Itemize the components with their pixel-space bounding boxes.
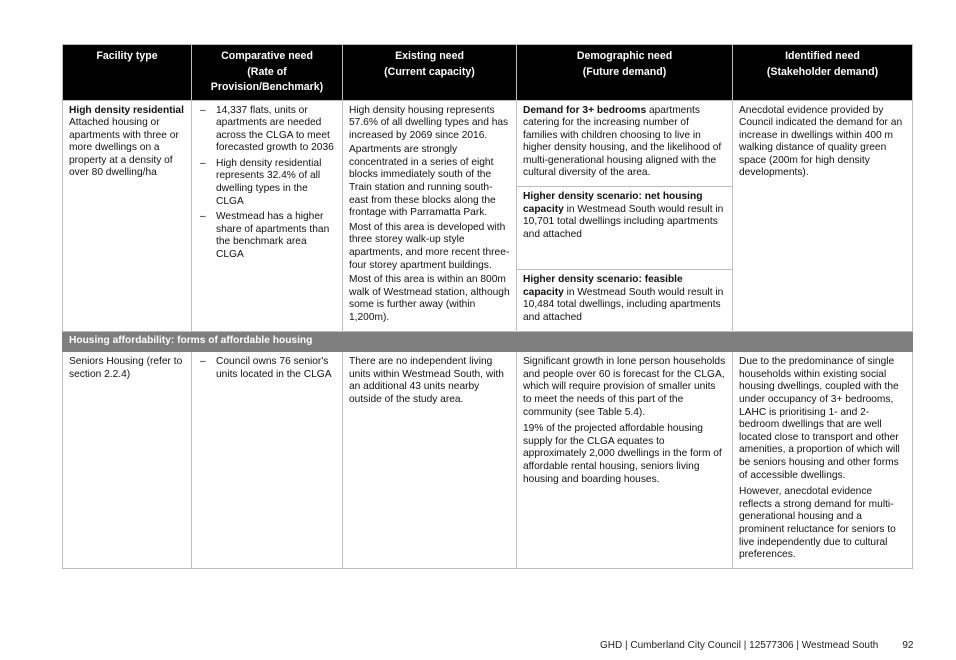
comparative-cell xyxy=(192,100,343,331)
paragraph: However, anecdotal evidence reflects a strong demand for multi-generational housing and a prominent reluctance for seniors to live independently due to cultural preferences. xyxy=(739,486,896,561)
facility-description: Attached housing or apartments with three or more dwellings on a property at a density of over 80 dwelling/ha xyxy=(69,117,179,179)
paragraph: Significant growth in lone person households and people over 60 is forecast for the CLGA, which will require provision of smaller units to meet the needs of this part of the community (see Table 5.4). xyxy=(523,356,726,418)
facility-cell xyxy=(63,100,192,331)
list-item: – High density residential represents 32.4% of all dwelling types in the CLGA xyxy=(198,158,336,208)
header-existing-need: Existing need (Current capacity) xyxy=(343,45,517,101)
demographic-cell xyxy=(517,352,733,569)
header-demographic-need: Demographic need (Future demand) xyxy=(517,45,733,101)
paragraph: Anecdotal evidence provided by Council indicated the demand for an increase in dwellings within 400 m walking distance of quality green space (200m for high density developments). xyxy=(739,104,903,179)
table-row xyxy=(63,100,913,331)
paragraph: 19% of the projected affordable housing supply for the CLGA equates to approximately 2,000 dwellings in the form of affordable rental housing, seniors living housing and boarding houses. xyxy=(523,423,722,485)
paragraph: Most of this area is developed with three storey walk-up style apartments, and more recent three-four storey apartment buildings. xyxy=(349,221,510,271)
comparative-cell xyxy=(192,352,343,569)
table-row xyxy=(63,352,913,569)
existing-cell xyxy=(343,352,517,569)
header-facility-type: Facility type xyxy=(63,45,192,101)
paragraph: Apartments are strongly concentrated in a series of eight blocks immediately south of the Train station and running south-east from these blocks along the frontage with Parramatta Park. xyxy=(349,144,496,219)
paragraph: High density housing represents 57.6% of all dwelling types and has increased by 2069 since 2016. xyxy=(349,104,509,141)
list-item: – Westmead has a higher share of apartments than the benchmark area CLGA xyxy=(198,211,336,261)
section-title: Housing affordability: forms of affordable housing xyxy=(63,331,913,352)
identified-cell xyxy=(733,352,913,569)
paragraph: Due to the predominance of single households within existing social housing dwellings, coupled with the under occupancy of 3+ bedrooms, LAHC is prioritising 1- and 2-bedroom dwellings that are well located close to transport and other amenities, a proportion of which will be seniors housing and other forms of accessible dwellings. xyxy=(739,356,900,481)
header-comparative-need: Comparative need (Rate of Provision/Benchmark) xyxy=(192,45,343,101)
identified-cell xyxy=(733,100,913,331)
paragraph: There are no independent living units within Westmead South, with an additional 43 units nearby outside of the study area. xyxy=(349,356,504,405)
facility-cell: Seniors Housing (refer to section 2.2.4) xyxy=(63,352,192,569)
demographic-block-3: Higher density scenario: feasible capacity in Westmead South would result in 10,484 total dwellings, including apartments and attached xyxy=(523,274,724,323)
header-identified-need: Identified need (Stakeholder demand) xyxy=(733,45,913,101)
table-header-row xyxy=(63,45,913,101)
existing-cell xyxy=(343,100,517,331)
needs-assessment-table xyxy=(62,44,913,569)
paragraph: Most of this area is within an 800m walk of Westmead station, although some is further away (within 1,200m). xyxy=(349,274,510,323)
section-header-row xyxy=(63,331,913,352)
demographic-cell xyxy=(517,100,733,331)
footer-text: GHD | Cumberland City Council | 12577306 | Westmead South xyxy=(600,640,879,651)
page-footer xyxy=(600,640,913,651)
list-item: – Council owns 76 senior's units located in the CLGA xyxy=(198,356,336,381)
facility-title: High density residential xyxy=(69,104,184,116)
list-item: – 14,337 flats, units or apartments are needed across the CLGA to meet forecasted growth to 2036 xyxy=(198,105,336,155)
demographic-block-2: Higher density scenario: net housing capacity in Westmead South would result in 10,701 total dwellings including apartments and attached xyxy=(517,187,732,270)
page-number: 92 xyxy=(902,640,914,651)
demographic-block-1: Demand for 3+ bedrooms apartments catering for the increasing number of families with children choosing to live in higher density housing, and the likelihood of multi-generational housing aligned with the cultural diversity of the area. xyxy=(517,105,732,188)
